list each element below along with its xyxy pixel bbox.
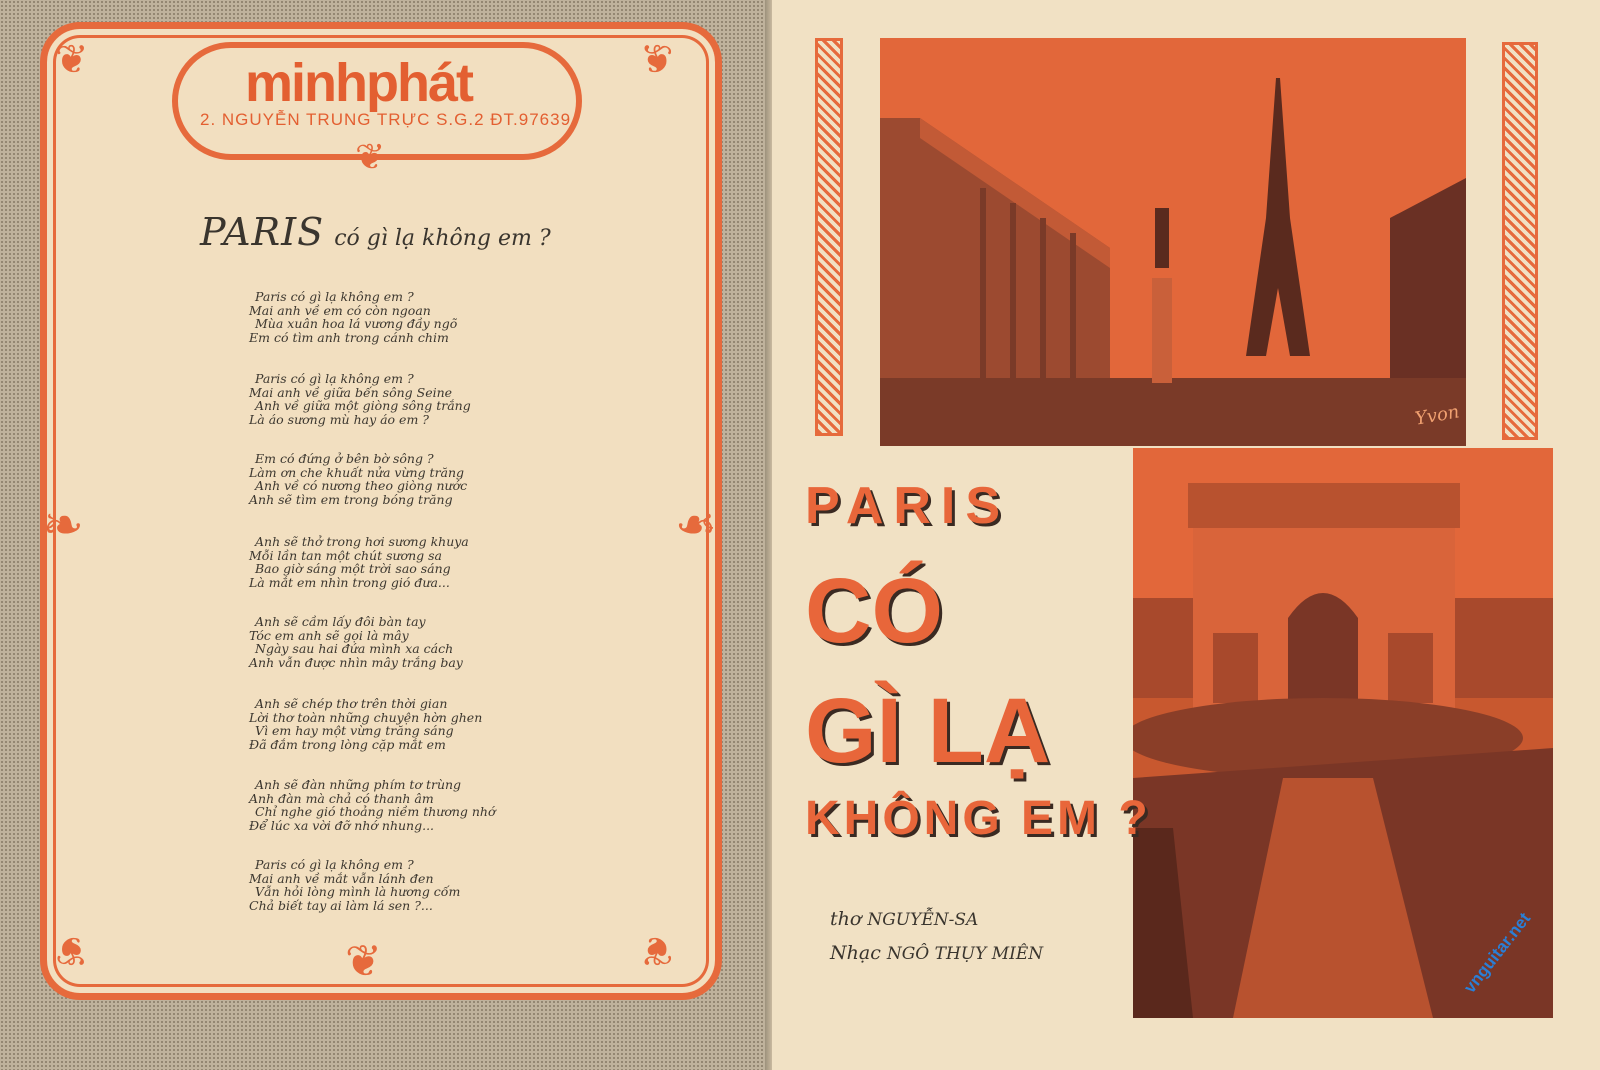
poem-line: Mai anh về mắt vẫn lánh đen: [249, 870, 434, 886]
poem-line: Mai anh về em có còn ngoan: [249, 302, 431, 318]
poem-line: Là mắt em nhìn trong gió đưa...: [249, 574, 450, 590]
poem-line: Vì em hay một vừng trăng sáng: [255, 723, 454, 738]
cover-title-line-3: GÌ LẠ: [805, 680, 1051, 782]
ornamental-strip-left: [815, 38, 843, 436]
poem-line: Tóc em anh sẽ gọi là mây: [249, 627, 409, 643]
poem-line: Mỗi lần tan một chút sương sa: [249, 547, 442, 563]
cover-title-line-4: KHÔNG EM ?: [805, 792, 1152, 845]
poem-line: Em có đứng ở bên bờ sông ?: [255, 451, 434, 466]
poem-stanza: [249, 371, 471, 427]
poem-line: Lời thơ toàn những chuyện hờn ghen: [249, 709, 483, 725]
publisher-address: 2. NGUYỄN TRUNG TRỰC S.G.2 ĐT.97639: [200, 110, 572, 129]
poem-line: Ngày sau hai đứa mình xa cách: [255, 641, 454, 656]
poem-line: Anh sẽ thở trong hơi sương khuya: [255, 534, 469, 549]
poem-line: Paris có gì lạ không em ?: [255, 289, 414, 304]
poem-line: Paris có gì lạ không em ?: [255, 371, 414, 386]
poem-line: Đã đắm trong lòng cặp mắt em: [249, 736, 446, 752]
poem-stanza: [249, 696, 483, 752]
poem-line: Anh vẫn được nhìn mây trắng bay: [249, 654, 463, 670]
cover-title-line-1: PARIS: [805, 477, 1011, 535]
poem-line: Anh đàn mà chả có thanh âm: [249, 790, 434, 806]
back-cover-page: [0, 0, 770, 1070]
lyricist-label: thơ: [830, 908, 862, 930]
poem-line: Anh sẽ cầm lấy đôi bàn tay: [255, 614, 426, 629]
poem-line: Paris có gì lạ không em ?: [255, 857, 414, 872]
poem-line: Anh sẽ đàn những phím tơ trùng: [255, 777, 462, 792]
arc-de-triomphe-illustration: [1133, 448, 1553, 1018]
cover-title-line-2: CÓ: [805, 560, 943, 662]
publisher-logo: minhphát: [245, 53, 472, 113]
composer-label: Nhạc: [830, 942, 881, 964]
ornamental-strip-right: [1502, 42, 1538, 440]
poem-line: Để lúc xa vời đỡ nhớ nhung...: [249, 817, 435, 833]
lyricist-credit: [830, 908, 978, 930]
composer-credit: [830, 942, 1043, 964]
poem-line: Anh sẽ chép thơ trên thời gian: [255, 696, 448, 711]
side-scroll-icon: ❧: [42, 496, 84, 554]
bottom-scroll-icon: ❦: [345, 936, 382, 987]
composer-name: NGÔ THỤY MIÊN: [886, 944, 1044, 964]
corner-scroll-icon: ❦: [55, 37, 89, 83]
poem-stanza: [249, 614, 463, 670]
poem-line: Anh về giữa một giòng sông trắng: [255, 398, 471, 413]
side-scroll-icon: ❧: [675, 496, 717, 554]
poem-line: Bao giờ sáng một trời sao sáng: [255, 561, 451, 576]
eiffel-tower-illustration: [880, 38, 1466, 446]
poem-line: Vẫn hỏi lòng mình là hương cốm: [255, 884, 461, 899]
poem-line: Anh về có nương theo giòng nước: [255, 478, 468, 493]
poem-line: Làm ơn che khuất nửa vừng trăng: [249, 464, 465, 480]
watermark: vnguitar.net: [1460, 909, 1535, 997]
poem-title-rest: có gì lạ không em ?: [334, 226, 551, 251]
corner-scroll-icon: ❦: [640, 37, 674, 83]
poem-stanza: [249, 857, 461, 913]
poem-title-paris: PARIS: [200, 210, 325, 254]
poem-line: Chả biết tay ai làm lá sen ?...: [249, 897, 433, 913]
poem-line: Em có tìm anh trong cánh chim: [249, 329, 449, 345]
poem-line: Là áo sương mù hay áo em ?: [249, 411, 429, 427]
poem-stanza: [249, 451, 468, 507]
photo-signature: Yvon: [1413, 401, 1461, 430]
corner-scroll-icon: ❦: [640, 927, 674, 973]
arc-de-triomphe-photo: [1133, 448, 1553, 1018]
poem-line: Mai anh về giữa bến sông Seine: [249, 384, 453, 400]
lyricist-name: NGUYỄN-SA: [867, 910, 979, 930]
poem-stanza: [249, 289, 458, 345]
poem-line: Chỉ nghe gió thoảng niềm thương nhớ: [255, 804, 496, 819]
poem-stanza: [249, 534, 469, 590]
corner-scroll-icon: ❦: [55, 927, 89, 973]
banner-scroll-icon: ❦: [355, 137, 386, 178]
poem-line: Mùa xuân hoa lá vương đầy ngõ: [255, 316, 458, 331]
poem-stanza: [249, 777, 496, 833]
eiffel-tower-photo: [880, 38, 1466, 446]
poem-line: Anh sẽ tìm em trong bóng trăng: [249, 491, 453, 507]
poem-title: [200, 210, 551, 254]
